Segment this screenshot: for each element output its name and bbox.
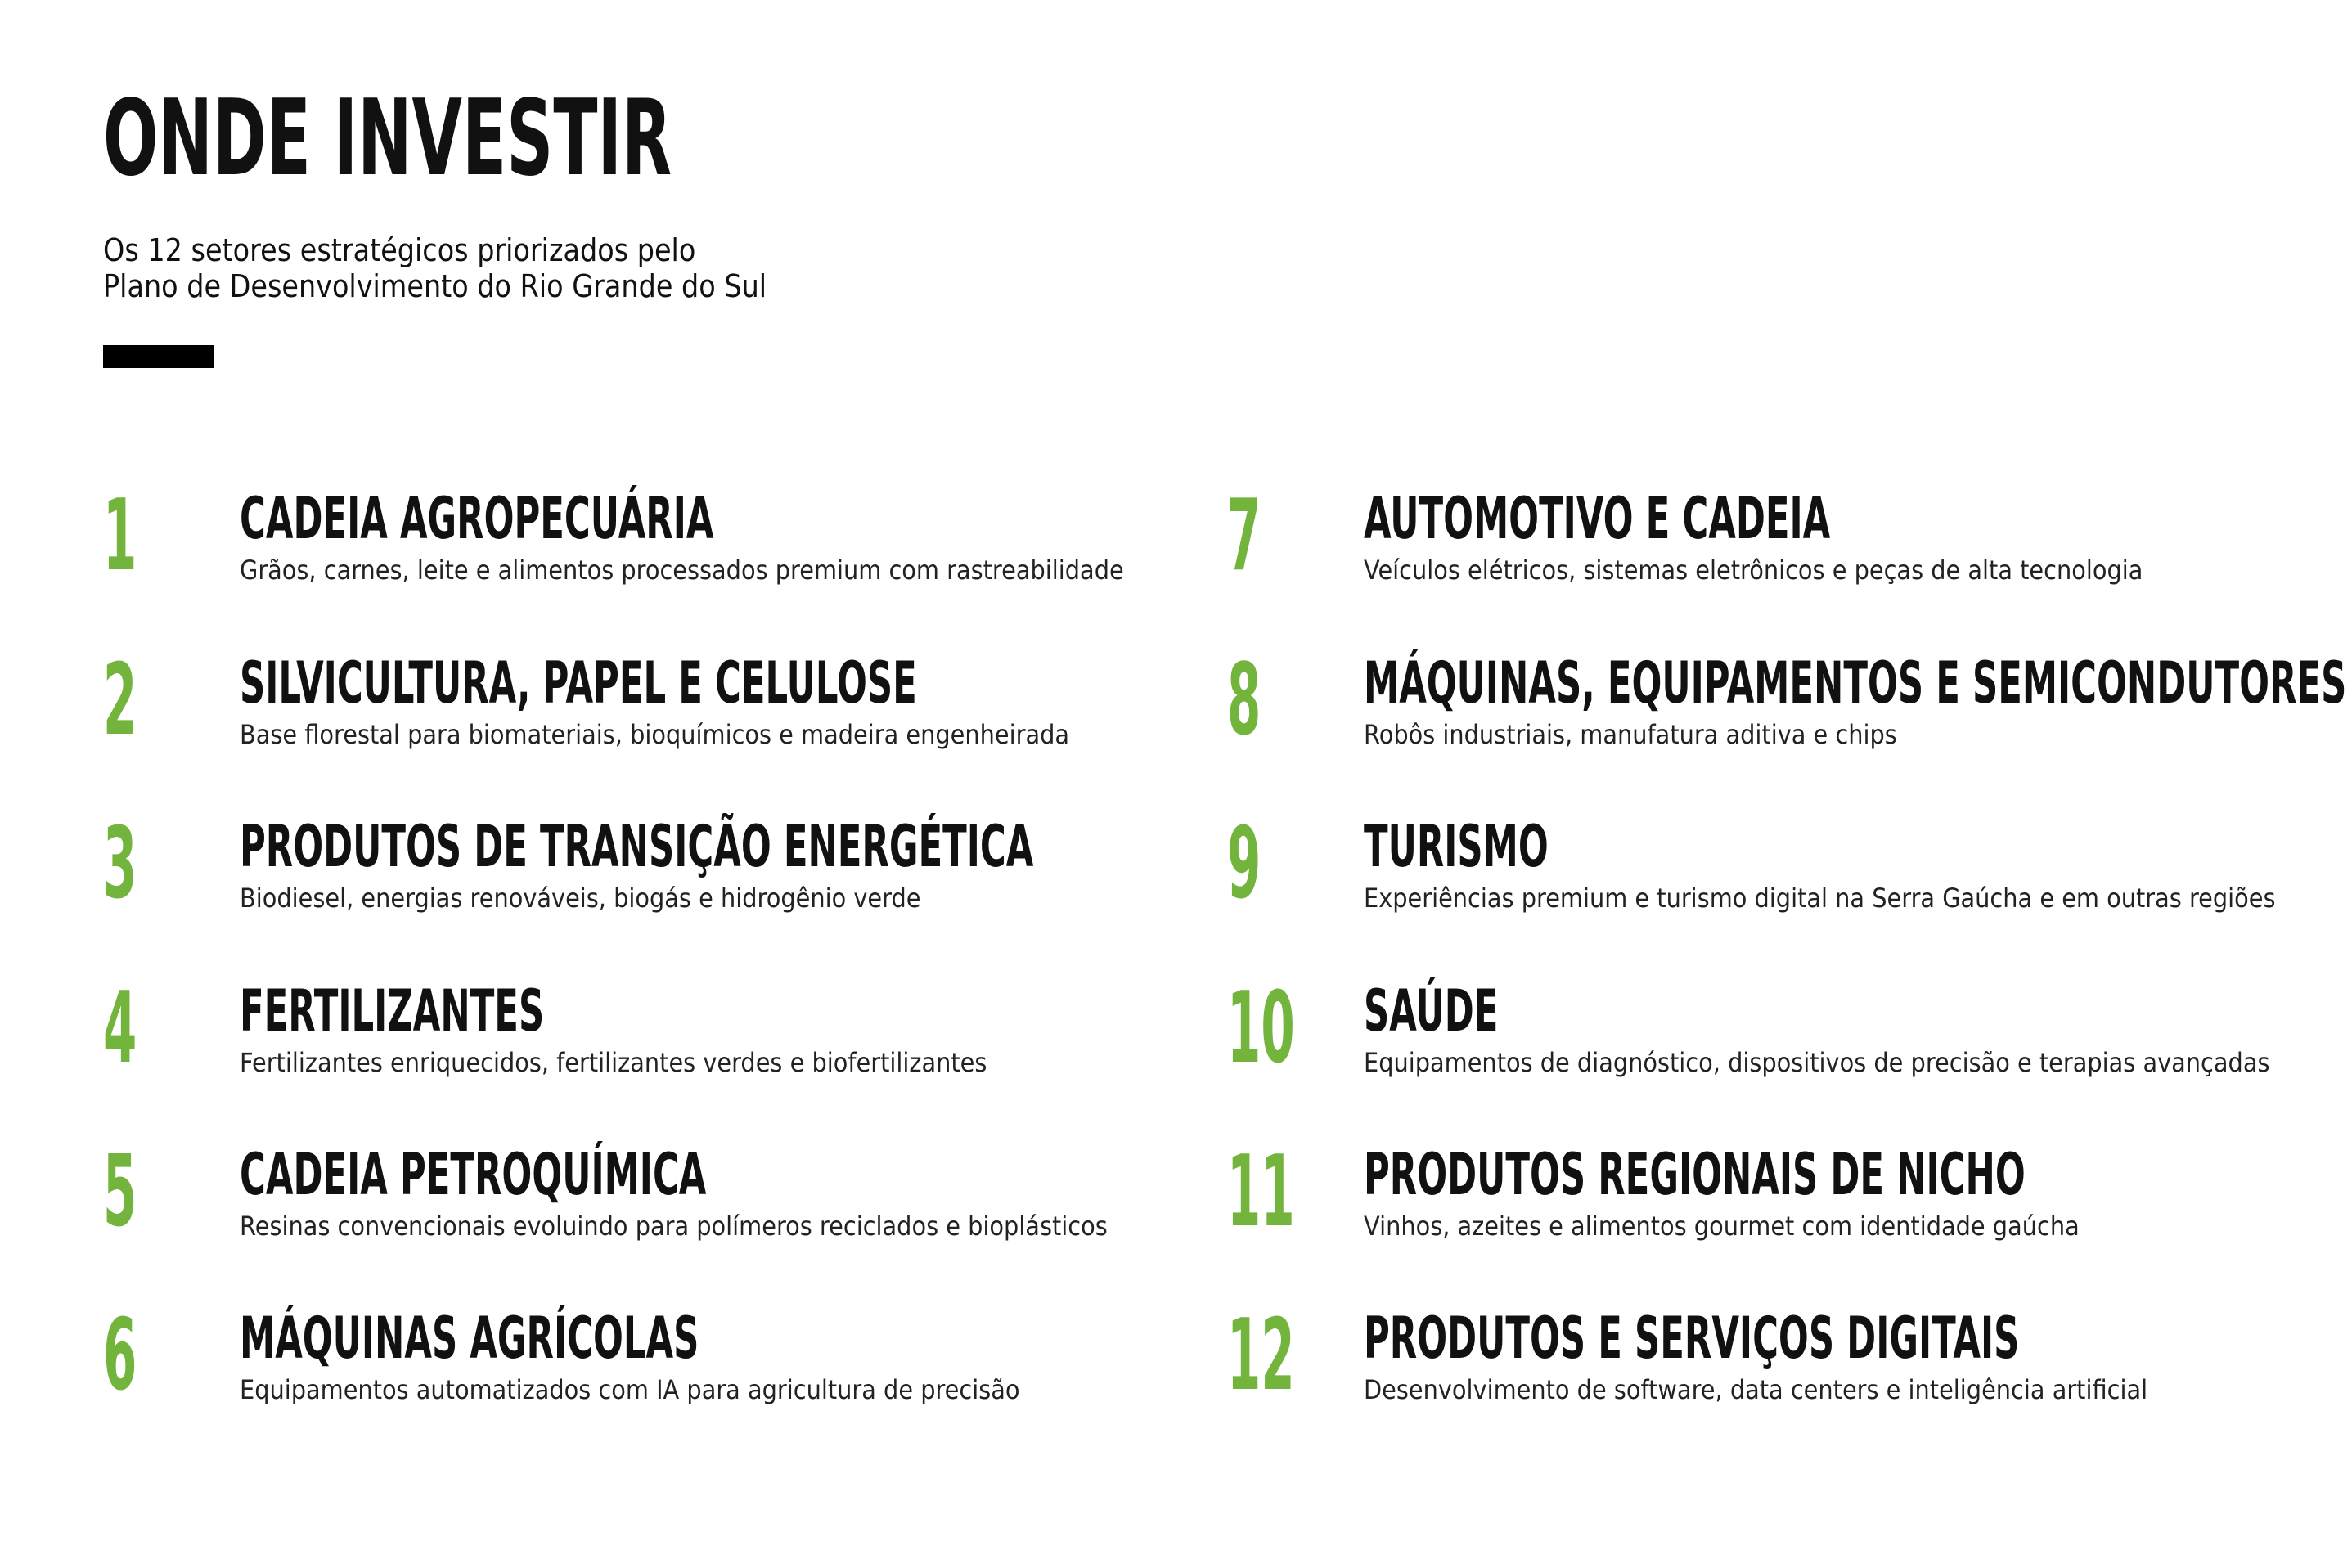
- sector-description: Fertilizantes enriquecidos, fertilizantes verdes e biofertilizantes: [240, 1047, 987, 1078]
- sector-name: PRODUTOS DE TRANSIÇÃO ENERGÉTICA: [240, 813, 1034, 880]
- page-subtitle: [103, 232, 767, 304]
- page-title: ONDE INVESTIR: [103, 78, 672, 200]
- sector-name: AUTOMOTIVO E CADEIA: [1364, 485, 1831, 552]
- sector-description: Equipamentos automatizados com IA para agricultura de precisão: [240, 1374, 1020, 1405]
- title-divider: [103, 345, 214, 368]
- sector-number: 12: [1227, 1299, 1295, 1413]
- sector-number: 2: [103, 644, 137, 757]
- sector-description: Desenvolvimento de software, data centers e inteligência artificial: [1364, 1374, 2148, 1405]
- sector-description: Veículos elétricos, sistemas eletrônicos e peças de alta tecnologia: [1364, 555, 2143, 586]
- sector-description: Equipamentos de diagnóstico, dispositivos de precisão e terapias avançadas: [1364, 1047, 2270, 1078]
- sector-name: SILVICULTURA, PAPEL E CELULOSE: [240, 649, 917, 717]
- sector-description: Biodiesel, energias renováveis, biogás e hidrogênio verde: [240, 883, 921, 914]
- sector-name: SAÚDE: [1364, 977, 1499, 1045]
- sector-name: MÁQUINAS, EQUIPAMENTOS E SEMICONDUTORES: [1364, 649, 2347, 717]
- sector-number: 8: [1227, 644, 1261, 757]
- sector-number: 7: [1227, 479, 1261, 593]
- sector-description: Vinhos, azeites e alimentos gourmet com identidade gaúcha: [1364, 1211, 2080, 1242]
- sector-number: 6: [103, 1299, 137, 1413]
- sector-name: FERTILIZANTES: [240, 977, 545, 1045]
- sector-number: 3: [103, 807, 137, 921]
- sector-description: Grãos, carnes, leite e alimentos processados premium com rastreabilidade: [240, 555, 1124, 586]
- sector-name: MÁQUINAS AGRÍCOLAS: [240, 1305, 699, 1372]
- subtitle-line-2: Plano de Desenvolvimento do Rio Grande do Sul: [103, 268, 767, 304]
- sector-name: CADEIA PETROQUÍMICA: [240, 1141, 707, 1208]
- sector-description: Robôs industriais, manufatura aditiva e chips: [1364, 719, 1897, 750]
- sector-description: Resinas convencionais evoluindo para polímeros reciclados e bioplásticos: [240, 1211, 1108, 1242]
- subtitle-line-1: Os 12 setores estratégicos priorizados pelo: [103, 232, 696, 268]
- sector-number: 9: [1227, 807, 1261, 921]
- sector-description: Base florestal para biomateriais, bioquímicos e madeira engenheirada: [240, 719, 1070, 750]
- sector-number: 10: [1227, 972, 1295, 1085]
- sector-number: 4: [103, 972, 137, 1085]
- sector-name: PRODUTOS E SERVIÇOS DIGITAIS: [1364, 1305, 2020, 1372]
- sector-number: 5: [103, 1135, 137, 1249]
- sector-name: PRODUTOS REGIONAIS DE NICHO: [1364, 1141, 2026, 1208]
- sector-name: TURISMO: [1364, 813, 1549, 880]
- sector-number: 11: [1227, 1135, 1295, 1249]
- sector-description: Experiências premium e turismo digital na Serra Gaúcha e em outras regiões: [1364, 883, 2276, 914]
- sector-name: CADEIA AGROPECUÁRIA: [240, 485, 714, 552]
- sector-number: 1: [103, 479, 137, 593]
